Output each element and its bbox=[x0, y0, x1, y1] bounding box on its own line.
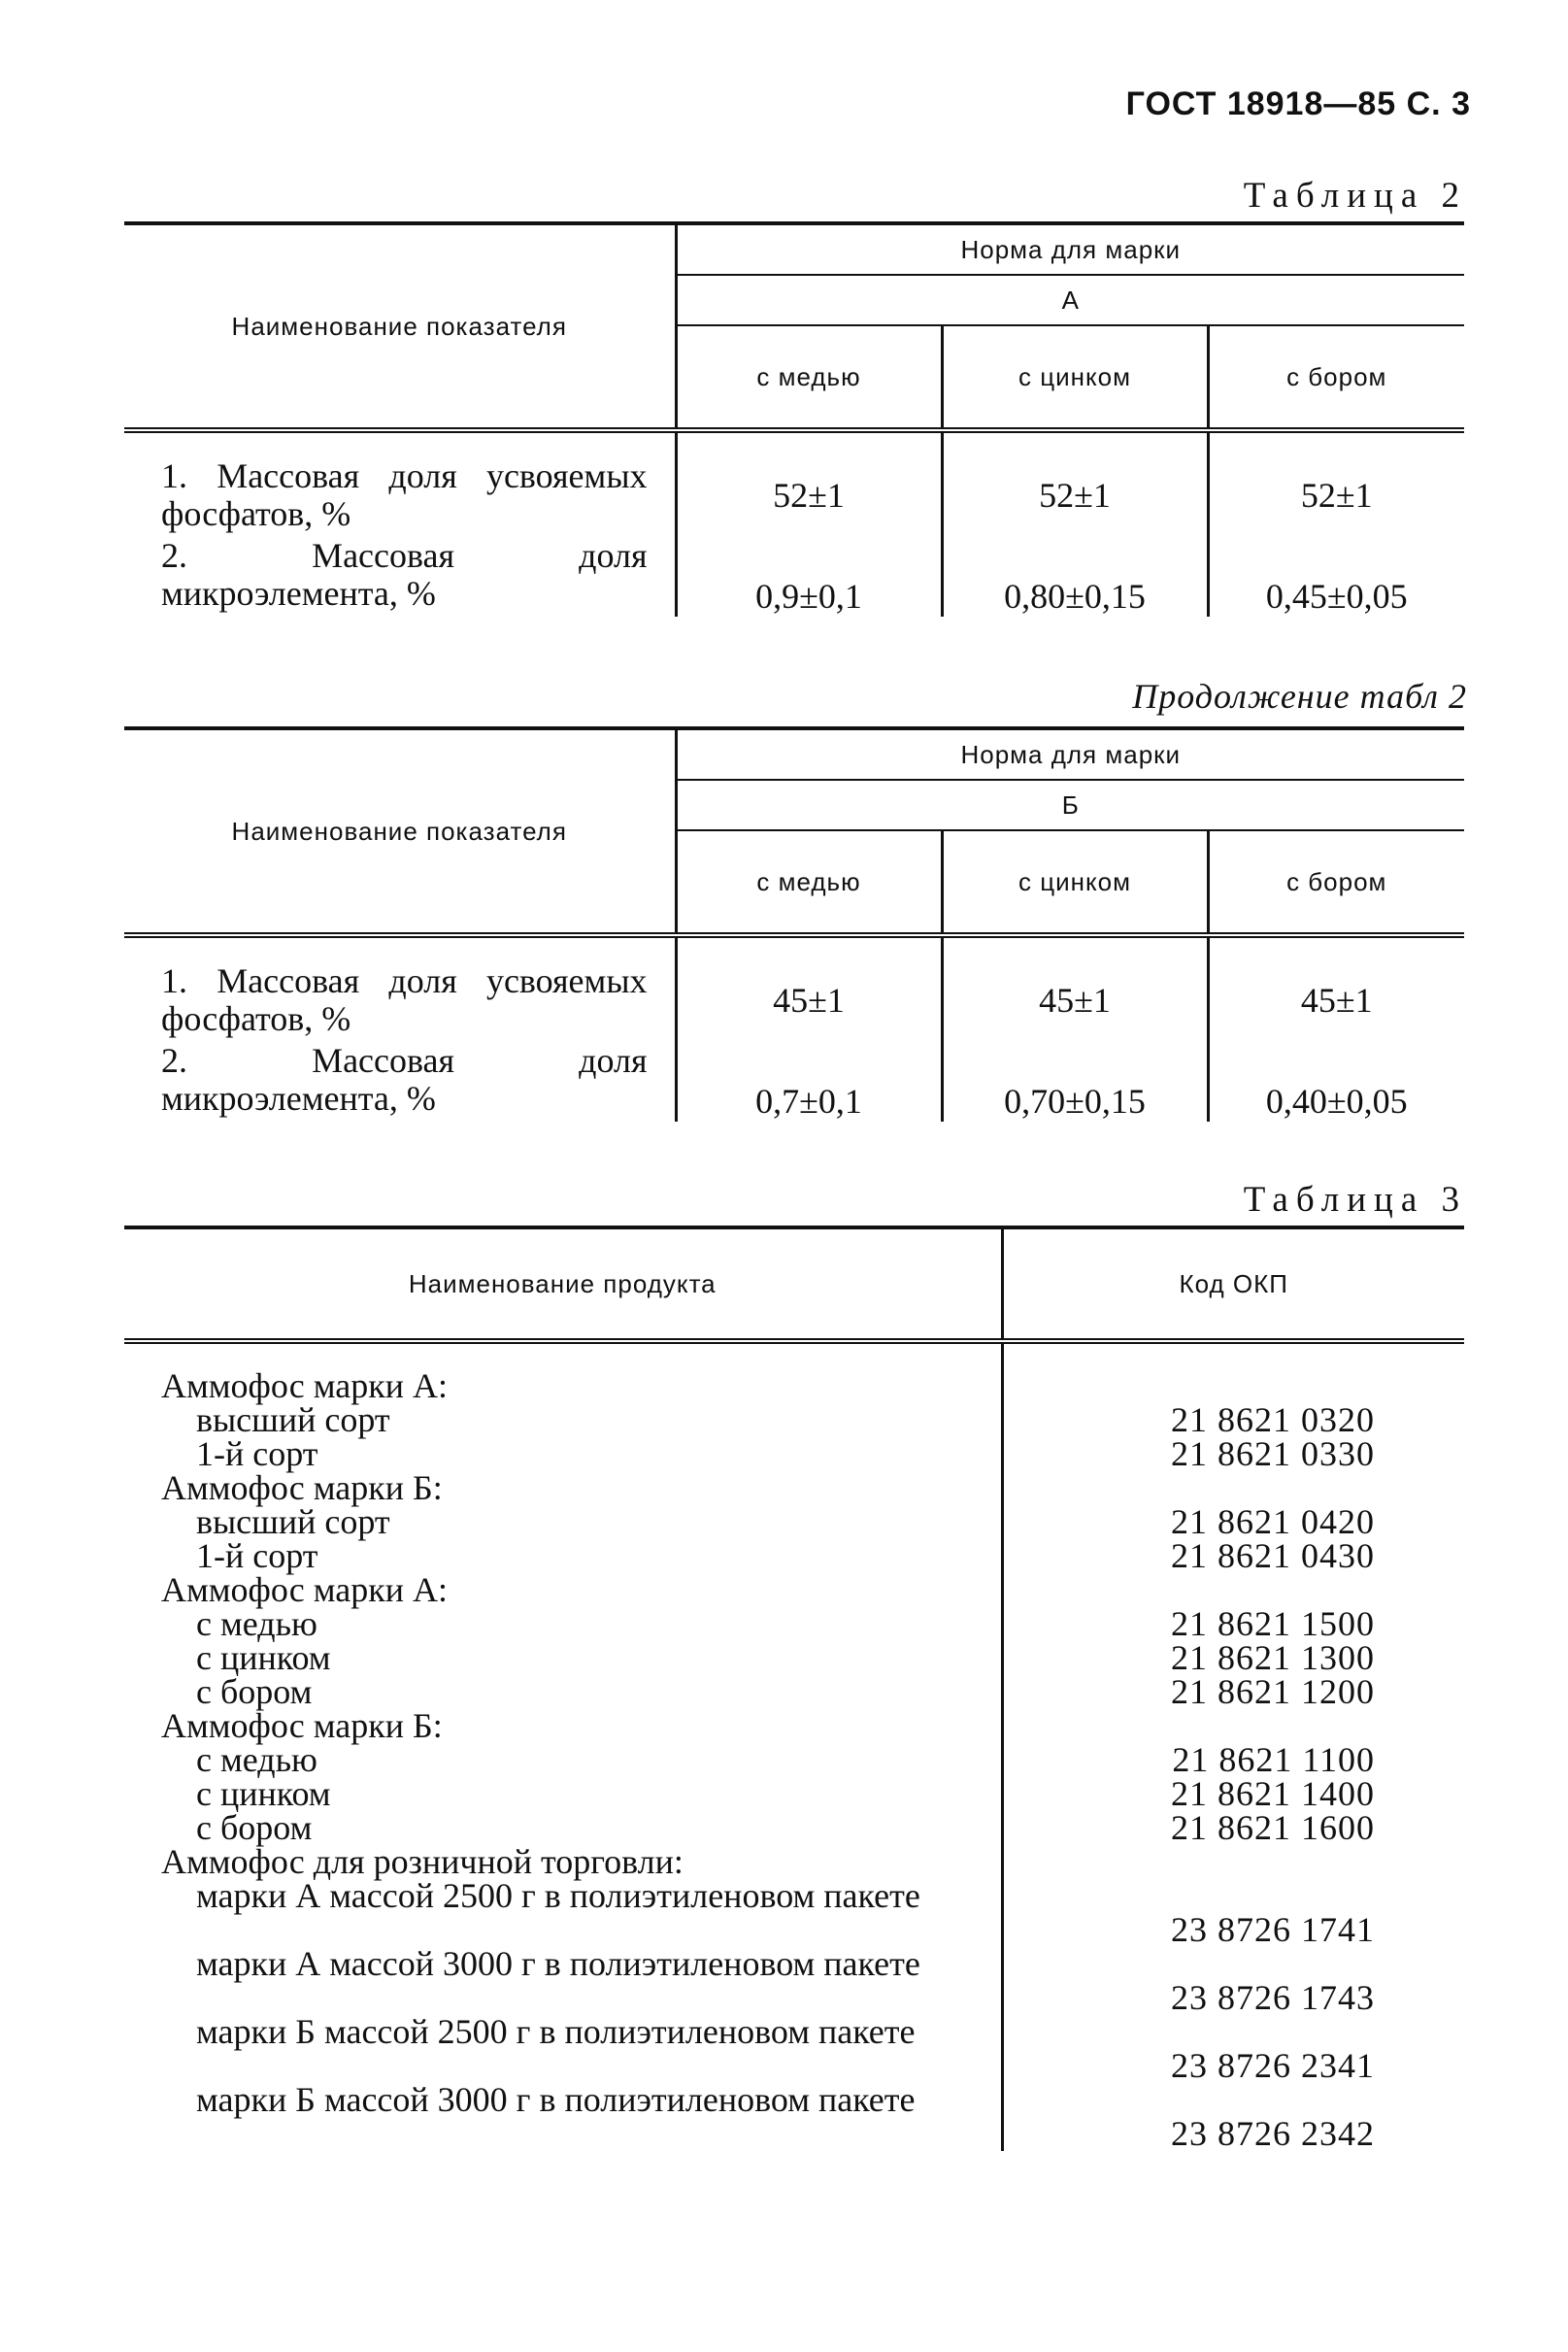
table2-row-2-val-zinc: 0,80±0,15 bbox=[942, 533, 1208, 617]
table2-norm-header: Норма для марки bbox=[676, 223, 1464, 275]
table2-continuation bbox=[124, 726, 1464, 1122]
okp-code: 21 8621 0330 bbox=[1171, 1434, 1375, 1473]
product-item: с бором bbox=[196, 1672, 313, 1711]
product-item: высший сорт bbox=[196, 1400, 390, 1439]
product-item: с цинком bbox=[196, 1638, 331, 1677]
table2c-norm-header: Норма для марки bbox=[676, 728, 1464, 780]
okp-code: 21 8621 1500 bbox=[1171, 1604, 1375, 1643]
table2-subcol-copper: с медью bbox=[676, 325, 942, 430]
table3-caption: Таблица 3 bbox=[1243, 1180, 1467, 1220]
table2c-row-1-val-copper: 45±1 bbox=[676, 935, 942, 1038]
product-item: высший сорт bbox=[196, 1502, 390, 1541]
okp-code: 21 8621 1600 bbox=[1171, 1808, 1375, 1847]
table2c-subcol-copper: с медью bbox=[676, 830, 942, 935]
table2c-row-2-name: 2. Массовая доля микроэлемента, % bbox=[124, 1038, 676, 1122]
table2c-col-name: Наименование показателя bbox=[124, 728, 676, 935]
okp-code: 21 8621 0420 bbox=[1171, 1502, 1375, 1541]
table2c-row-1-val-boron: 45±1 bbox=[1300, 980, 1373, 1020]
table2-row-1-val-copper: 52±1 bbox=[676, 430, 942, 533]
product-item: 1-й сорт bbox=[196, 1434, 318, 1473]
okp-code: 21 8621 1400 bbox=[1171, 1774, 1375, 1813]
table3-products bbox=[124, 1341, 1002, 2151]
table2-subcol-zinc: с цинком bbox=[942, 325, 1208, 430]
product-group: Аммофос марки Б: bbox=[161, 1468, 443, 1507]
okp-code: 23 8726 2341 bbox=[1171, 2046, 1375, 2085]
table2c-row-2-val-zinc: 0,70±0,15 bbox=[942, 1038, 1208, 1122]
table2c-row-1-val-zinc: 45±1 bbox=[942, 935, 1208, 1038]
table2-row-2-name: 2. Массовая доля микроэлемента, % bbox=[124, 533, 676, 617]
page-header: ГОСТ 18918—85 С. 3 bbox=[1125, 85, 1471, 122]
okp-code: 21 8621 0430 bbox=[1171, 1536, 1375, 1575]
table2-row-1-val-boron: 52±1 bbox=[1300, 475, 1373, 515]
product-item: марки А массой 3000 г в полиэтиленовом пакете bbox=[196, 1944, 920, 1983]
table2-cont-caption: Продолжение табл 2 bbox=[1132, 677, 1467, 716]
table2-caption: Таблица 2 bbox=[1243, 176, 1467, 216]
table2c-subcol-boron: с бором bbox=[1208, 830, 1464, 935]
product-item: марки А массой 2500 г в полиэтиленовом пакете bbox=[196, 1876, 920, 1915]
okp-code: 23 8726 1743 bbox=[1171, 1978, 1375, 2017]
okp-code: 21 8621 1300 bbox=[1171, 1638, 1375, 1677]
product-item: с бором bbox=[196, 1808, 313, 1847]
product-group: Аммофос марки А: bbox=[161, 1366, 449, 1405]
product-item: 1-й сорт bbox=[196, 1536, 318, 1575]
okp-code: 23 8726 1741 bbox=[1171, 1910, 1375, 1949]
product-group: Аммофос марки Б: bbox=[161, 1706, 443, 1745]
table2c-row-2-val-boron: 0,40±0,05 bbox=[1265, 1082, 1408, 1121]
product-item: с медью bbox=[196, 1604, 317, 1643]
table2-row-1-val-zinc: 52±1 bbox=[942, 430, 1208, 533]
table2c-row-2-val-copper: 0,7±0,1 bbox=[676, 1038, 942, 1122]
table2c-row-1-name: 1. Массовая доля усвояемых фосфатов, % bbox=[124, 935, 676, 1038]
table3-codes bbox=[1002, 1341, 1464, 2151]
table2-col-name: Наименование показателя bbox=[124, 223, 676, 430]
table3-col-code: Код ОКП bbox=[1002, 1227, 1464, 1341]
table2c-subcol-zinc: с цинком bbox=[942, 830, 1208, 935]
table2-subcol-boron: с бором bbox=[1208, 325, 1464, 430]
product-item: марки Б массой 3000 г в полиэтиленовом пакете bbox=[196, 2080, 916, 2119]
table3 bbox=[124, 1226, 1464, 2151]
table3-col-name: Наименование продукта bbox=[124, 1227, 1002, 1341]
table2-row-1-name: 1. Массовая доля усвояемых фосфатов, % bbox=[124, 430, 676, 533]
product-group: Аммофос для розничной торговли: bbox=[161, 1842, 684, 1881]
table2-row-2-val-copper: 0,9±0,1 bbox=[676, 533, 942, 617]
product-item: с цинком bbox=[196, 1774, 331, 1813]
product-item: марки Б массой 2500 г в полиэтиленовом пакете bbox=[196, 2012, 916, 2051]
table2-mark: А bbox=[676, 275, 1464, 325]
product-group: Аммофос марки А: bbox=[161, 1570, 449, 1609]
okp-code: 21 8621 0320 bbox=[1171, 1400, 1375, 1439]
product-item: с медью bbox=[196, 1740, 317, 1779]
table2-row-2-val-boron: 0,45±0,05 bbox=[1265, 577, 1408, 616]
table2 bbox=[124, 221, 1464, 617]
table2c-mark: Б bbox=[676, 780, 1464, 830]
okp-code: 23 8726 2342 bbox=[1171, 2114, 1375, 2153]
okp-code: 21 8621 1200 bbox=[1171, 1672, 1375, 1711]
okp-code: 21 8621 1100 bbox=[1172, 1740, 1375, 1779]
